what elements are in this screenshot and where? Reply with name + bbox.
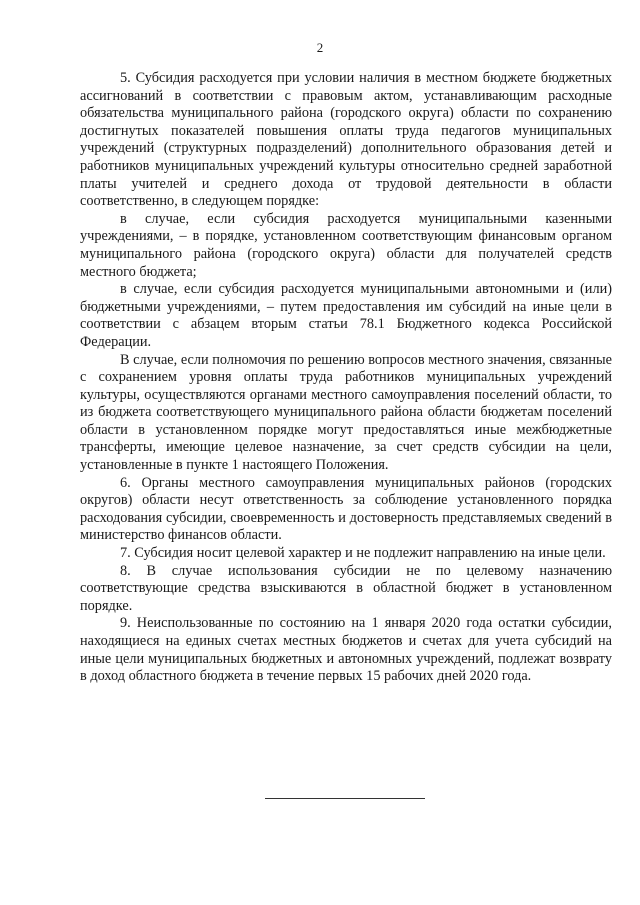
paragraph-6: 6. Органы местного самоуправления муниципальных районов (городских округов) области несут ответственность за соблюдение установленного порядка расходования субсидии, своевременность и достоверность представляемых сведений в министерство финансов области. [80,474,612,544]
paragraph-7: 7. Субсидия носит целевой характер и не подлежит направлению на иные цели. [120,545,606,562]
paragraph-9: 9. Неиспользованные по состоянию на 1 января 2020 года остатки субсидии, находящиеся на единых счетах местных бюджетов и счетах для учета субсидий на иные цели муниципальных бюджетных и автономных учреждений, подлежат возврату в доход областного бюджета в течение первых 15 рабочих дней 2020 года. [80,615,612,685]
paragraph-5-avtonomnye: в случае, если субсидия расходуется муниципальными автономными и (или) бюджетными учреждениями, – путем предоставления им субсидий на иные цели в соответствии с абзацем вторым статьи 78.1 Бюджетного кодекса Российской Федерации. [80,281,612,350]
paragraph-5-poseleniya: В случае, если полномочия по решению вопросов местного значения, связанные с сохранением уровня оплаты труда работников муниципальных учреждений культуры, осуществляются органами местного самоуправления поселений области, то из бюджета соответствующего муниципального района области бюджетам поселений области в установленном порядке могут предоставляться иные межбюджетные трансферты, имеющие целевое назначение, за счет средств субсидии на цели, установленные в пункте 1 настоящего Положения. [80,351,612,474]
paragraph-5: 5. Субсидия расходуется при условии наличия в местном бюджете бюджетных ассигнований в соответствии с правовым актом, устанавливающим расходные обязательства муниципального района (городского округа) области по сохранению достигнутых показателей повышения оплаты труда педагогов муниципальных учреждений (структурных подразделений) дополнительного образования детей и работников муниципальных учреждений культуры относительно средней заработной платы учителей и среднего дохода от трудовой деятельности в области соответственно, в следующем порядке: [80,70,612,210]
document-body [80,70,612,686]
paragraph-5-kazennye: в случае, если субсидия расходуется муниципальными казенными учреждениями, – в порядке, установленном соответствующим финансовым органом муниципального района (городского округа) области для получателей средств местного бюджета; [80,210,612,280]
page-number: 2 [316,40,324,55]
closing-divider-line [265,798,425,799]
paragraph-8: 8. В случае использования субсидии не по целевому назначению соответствующие средства взыскиваются в областной бюджет в установленном порядке. [80,562,612,614]
